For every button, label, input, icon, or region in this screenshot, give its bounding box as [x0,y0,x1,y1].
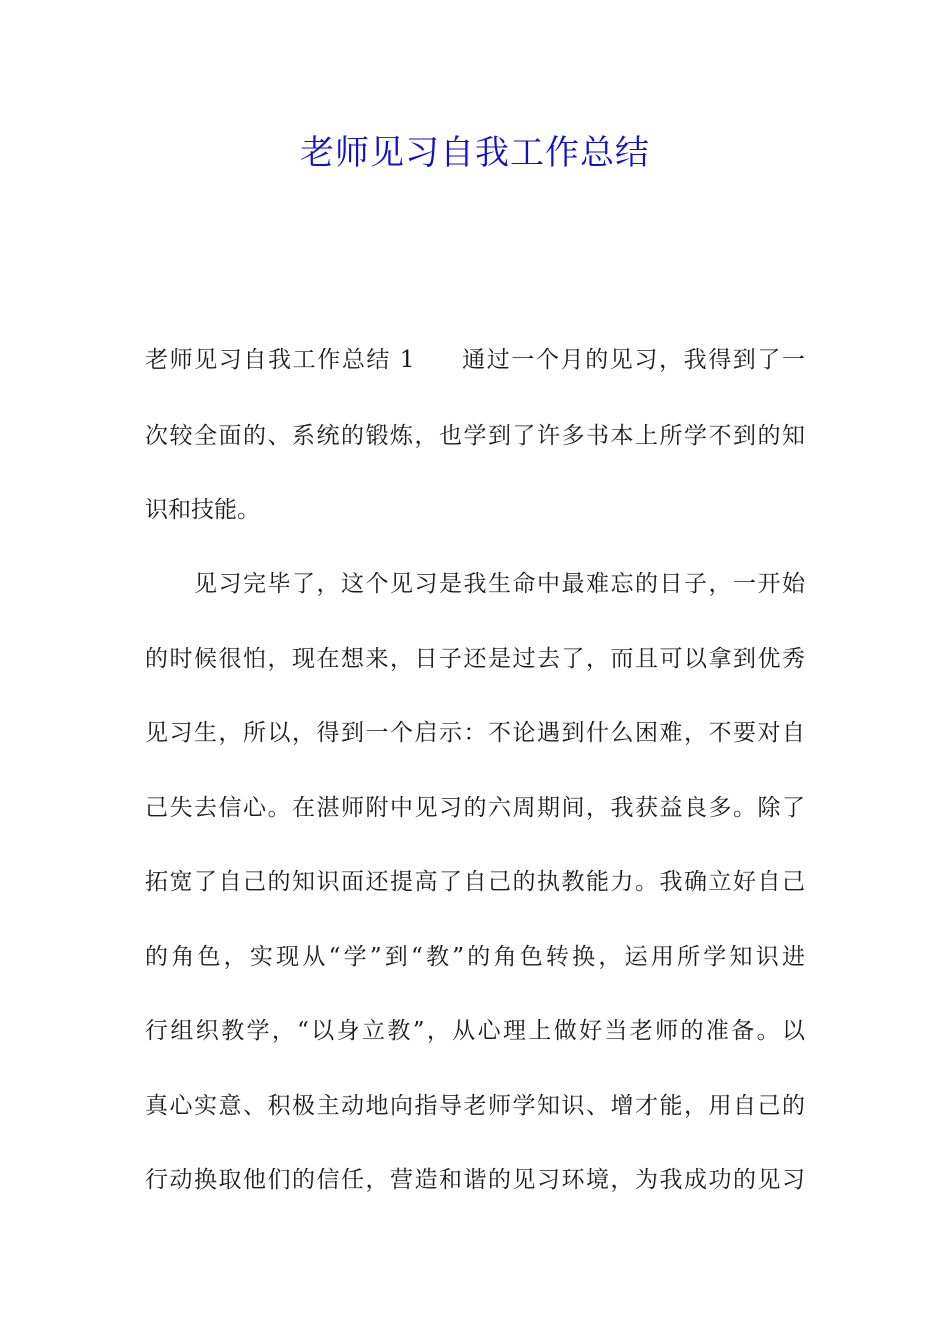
paragraph-line: 己失去信心。在湛师附中见习的六周期间，我获益良多。除了 [145,795,805,821]
paragraph-line: 见习完毕了，这个见习是我生命中最难忘的日子，一开始 [194,571,805,597]
paragraph-line: 拓宽了自己的知识面还提高了自己的执教能力。我确立好自己 [145,869,805,895]
paragraph-line: 行动换取他们的信任，营造和谐的见习环境，为我成功的见习 [145,1167,805,1193]
paragraph-line: 真心实意、积极主动地向指导老师学知识、增才能，用自己的 [145,1093,805,1119]
section-heading: 老师见习自我工作总结 1 [145,347,415,373]
paragraph-line: 次较全面的、系统的锻炼，也学到了许多书本上所学不到的知 [145,423,805,449]
paragraph-line: 的角色，实现从“学”到“教”的角色转换，运用所学知识进 [145,944,805,970]
paragraph-line: 识和技能。 [145,497,260,523]
paragraph-line: 见习生，所以，得到一个启示：不论遇到什么困难，不要对自 [145,720,805,746]
line-text: 通过一个月的见习，我得到了一 [460,347,806,373]
paragraph-line [145,342,805,378]
paragraph-line: 的时候很怕，现在想来，日子还是过去了，而且可以拿到优秀 [145,646,805,672]
document-title: 老师见习自我工作总结 [300,133,650,173]
paragraph-line: 行组织教学，“以身立教”，从心理上做好当老师的准备。以 [145,1018,805,1044]
